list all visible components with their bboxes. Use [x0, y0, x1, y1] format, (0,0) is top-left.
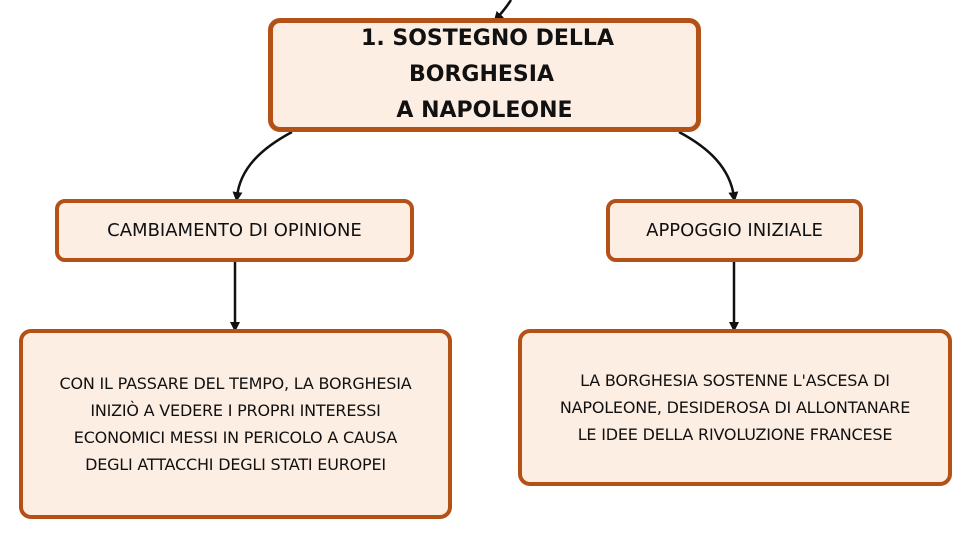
detail-line: NAPOLEONE, DESIDEROSA DI ALLONTANARE — [559, 398, 911, 417]
main-topic-node[interactable] — [268, 18, 701, 132]
detail-line: LA BORGHESIA SOSTENNE L'ASCESA DI — [580, 371, 890, 390]
detail-text — [548, 367, 922, 448]
detail-line: ECONOMICI MESSI IN PERICOLO A CAUSA — [73, 428, 398, 447]
detail-line: CON IL PASSARE DEL TEMPO, LA BORGHESIA — [59, 374, 412, 393]
subtopic-label: CAMBIAMENTO DI OPINIONE — [107, 219, 362, 241]
subtopic-node-appoggio[interactable] — [606, 199, 863, 262]
main-topic-title — [273, 21, 696, 129]
detail-node-appoggio[interactable] — [518, 329, 952, 486]
detail-line: LE IDEE DELLA RIVOLUZIONE FRANCESE — [577, 425, 893, 444]
incoming-connector — [497, 0, 511, 18]
main-topic-title-line2: A NAPOLEONE — [396, 98, 573, 123]
main-topic-title-line1: 1. SOSTEGNO DELLA BORGHESIA — [361, 26, 614, 87]
detail-node-cambiamento[interactable] — [19, 329, 452, 519]
detail-line: DEGLI ATTACCHI DEGLI STATI EUROPEI — [85, 455, 386, 474]
subtopic-node-cambiamento[interactable] — [55, 199, 414, 262]
detail-line: INIZIÒ A VEDERE I PROPRI INTERESSI — [90, 401, 381, 420]
subtopic-label: APPOGGIO INIZIALE — [646, 219, 823, 241]
detail-text — [48, 370, 424, 478]
connector-main-to-right — [679, 132, 734, 197]
connector-main-to-left — [237, 132, 292, 197]
